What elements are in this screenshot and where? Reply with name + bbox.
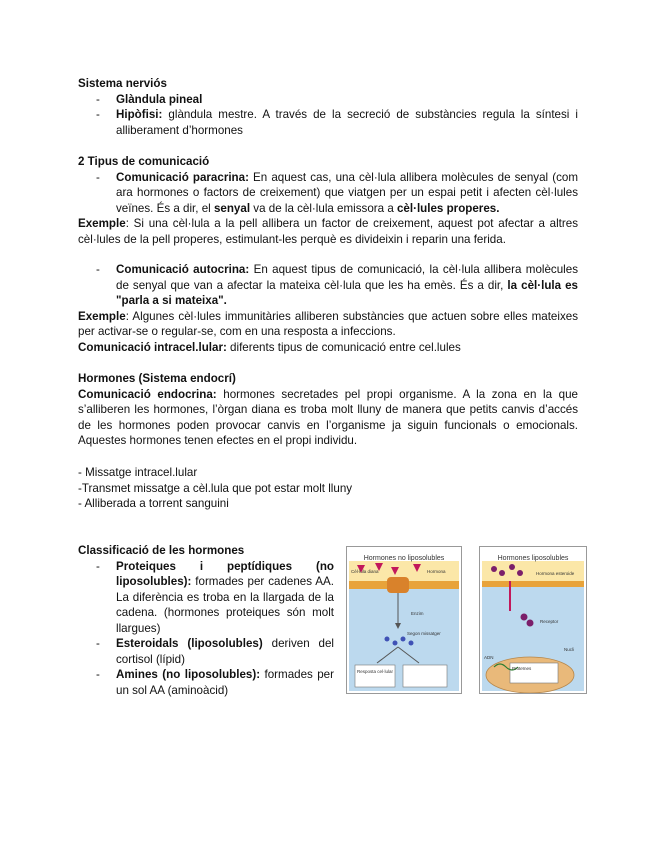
intracel-paragraph xyxy=(78,340,578,356)
list-item: - Missatge intracel.lular xyxy=(78,466,198,479)
term: Glàndula pineal xyxy=(116,92,203,106)
figure-no-liposolubles xyxy=(346,546,462,694)
term: Comunicació endocrina: xyxy=(78,387,217,401)
figure-label: Nucli xyxy=(564,647,575,652)
figure-title: Hormones no liposolubles xyxy=(363,555,445,562)
figure-label: Segon missatger xyxy=(407,631,441,636)
example-text: : Si una cèl·lula a la pell allibera un factor de creixement, aquest pot afectar a altres cèl·lules de la pell properes, estimulant-les perquè es divideixin i reparin una ferida. xyxy=(78,217,578,246)
list-item xyxy=(78,262,578,309)
figure-label: Receptor xyxy=(540,619,559,624)
section-title: Hormones (Sistema endocrí) xyxy=(78,372,236,385)
list-item xyxy=(78,170,578,217)
example-label: Exemple xyxy=(78,309,126,323)
definition: diferents tipus de comunicació entre cel.lules xyxy=(226,340,461,354)
term: Amines (no liposolubles): xyxy=(116,668,261,681)
list-item xyxy=(78,92,578,108)
section-title: Classificació de les hormones xyxy=(78,544,245,557)
section-tipus-comunicacio xyxy=(78,154,578,247)
figure-label: Resposta cel·lular xyxy=(357,669,394,674)
list-item xyxy=(78,636,334,667)
example-paragraph xyxy=(78,216,578,247)
definition: En aquest tipus de comunicació, la cèl·lula allibera molècules de senyal que van a afectar la mateixa cèl·lula que les ha emès. És a dir, xyxy=(116,263,578,292)
bullet-list xyxy=(78,559,334,699)
section-title: Sistema nerviós xyxy=(78,77,167,90)
term: Comunicació paracrina: xyxy=(116,170,249,184)
example-label: Exemple xyxy=(78,217,126,230)
endocrina-paragraph xyxy=(78,387,578,449)
section-title: 2 Tipus de comunicació xyxy=(78,155,210,168)
highlight: la cèl·lula es "parla a si mateixa". xyxy=(116,278,579,307)
hormones-list xyxy=(78,465,578,512)
list-item: -Transmet missatge a cèl.lula que pot estar molt lluny xyxy=(78,481,353,495)
section-classificacio xyxy=(78,543,334,698)
term: Esteroidals (liposolubles) xyxy=(116,637,263,650)
term: Proteiques i peptídiques (no liposolubles): xyxy=(116,559,334,588)
section-autocrina xyxy=(78,262,578,355)
definition: glàndula mestre. A través de la secreció de substàncies regula la síntesi i alliberament d’hormones xyxy=(116,108,578,137)
highlight: senyal xyxy=(213,201,251,215)
example-text: : Algunes cèl·lules immunitàries alliberen substàncies que actuen sobre elles mateixes per activar-se o regular-se, com en una resposta a infeccions. xyxy=(78,309,578,338)
figure-title: Hormones liposolubles xyxy=(497,555,569,562)
figure-label: Hormona xyxy=(427,569,446,574)
definition: formades per un sol AA (aminoàcid) xyxy=(116,668,334,697)
section-hormones xyxy=(78,371,578,449)
definition: hormones secretades pel propi organisme. A la zona en la que s’alliberen les hormones, l’òrgan diana es troba molt lluny de manera que petits canvis d’accés de les hormones poden provocar canvis en l’organisme ja siguin funcionals o emocionals. Aquestes hormones tenen efectes en el propi individu. xyxy=(78,387,579,447)
example-paragraph xyxy=(78,309,578,340)
term: Comunicació autocrina: xyxy=(116,263,250,276)
bullet-list xyxy=(78,262,578,309)
figure-label: Cèl·lula diana xyxy=(351,569,379,574)
highlight: cèl·lules properes. xyxy=(396,201,500,215)
bullet-list xyxy=(78,92,578,139)
definition: En aquest cas, una cèl·lula allibera molècules de senyal (com ara hormones o factors de creixement) que viatgen per un espai petit i afecten cèl·lules veïnes. És a dir, el xyxy=(116,170,578,215)
definition: formades per cadenes AA. La diferència es troba en la llargada de la cadena. (hormones proteiques són molt llargues) xyxy=(116,575,334,635)
figure-label: Enzim xyxy=(411,611,424,616)
figure-label: Hormona esteroide xyxy=(536,571,575,576)
figure-label: Proteïnes xyxy=(512,666,532,671)
figure-liposolubles xyxy=(479,546,587,694)
figure-label: ADN xyxy=(484,655,494,660)
list-item: - Alliberada a torrent sanguini xyxy=(78,497,229,510)
list-item xyxy=(78,107,578,138)
definition: deriven del cortisol (lípid) xyxy=(116,637,334,666)
list-item xyxy=(78,667,334,698)
definition: va de la cèl·lula emissora a xyxy=(250,201,397,215)
bullet-list xyxy=(78,170,578,217)
section-sistema-nervios xyxy=(78,76,578,138)
diagram-liposolubles xyxy=(480,547,586,693)
term: Comunicació intracel.lular: xyxy=(78,340,227,354)
term: Hipòfisi: xyxy=(116,108,163,121)
list-item xyxy=(78,559,334,637)
